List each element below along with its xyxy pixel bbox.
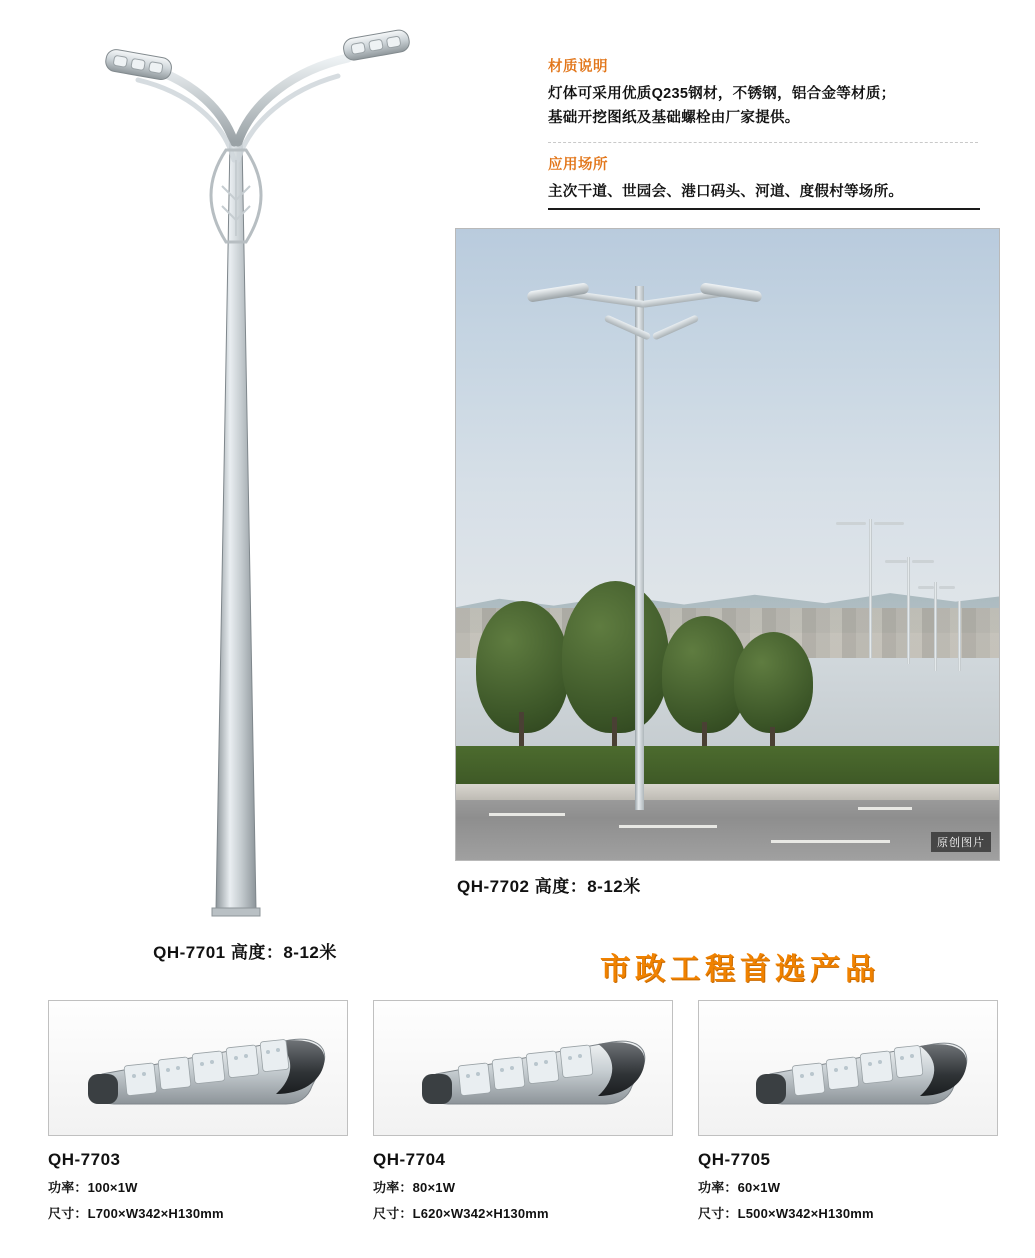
photo-qh7702	[455, 228, 1000, 861]
size-value: L620×W342×H130mm	[412, 1206, 549, 1221]
product-card-qh7703	[48, 1000, 348, 1222]
product-size	[373, 1203, 673, 1222]
photo-main-pole	[635, 286, 644, 810]
photo-side-arm	[918, 586, 934, 589]
photo-side-arm	[874, 522, 904, 525]
application-line-1: 主次干道、世园会、港口码头、河道、度假村等场所。	[548, 184, 904, 200]
road-surface	[456, 800, 999, 860]
photo-side-pole	[907, 557, 910, 664]
product-code: QH-7704	[373, 1150, 446, 1169]
product-code: QH-7705	[698, 1150, 771, 1169]
photo-side-arm	[912, 560, 934, 563]
photo-side-pole	[869, 519, 872, 658]
application-title: 应用场所	[548, 157, 608, 173]
material-title: 材质说明	[548, 59, 608, 75]
size-label: 尺寸：	[373, 1206, 413, 1221]
power-value: 80×1W	[412, 1180, 456, 1195]
material-line-1: 灯体可采用优质Q235钢材，不锈钢，铝合金等材质；	[548, 86, 896, 102]
material-line-2: 基础开挖图纸及基础螺栓由厂家提供。	[548, 110, 800, 126]
spec-block	[548, 55, 978, 204]
product-image-qh7703	[48, 1000, 348, 1136]
product-image-qh7705	[698, 1000, 998, 1136]
photo-side-pole	[934, 582, 937, 670]
product-card-qh7704	[373, 1000, 673, 1222]
photo-side-pole	[958, 601, 961, 670]
photo-side-arm	[836, 522, 866, 525]
size-label: 尺寸：	[698, 1206, 738, 1221]
product-card-qh7705	[698, 1000, 998, 1222]
power-label: 功率：	[48, 1180, 88, 1195]
power-label: 功率：	[698, 1180, 738, 1195]
spec-divider	[548, 142, 978, 143]
road-marking	[489, 813, 565, 816]
product-size	[48, 1203, 348, 1222]
size-value: L500×W342×H130mm	[737, 1206, 874, 1221]
power-label: 功率：	[373, 1180, 413, 1195]
product-power	[373, 1177, 673, 1196]
pole-drawing-svg	[30, 10, 460, 930]
road-marking	[619, 825, 717, 828]
size-label: 尺寸：	[48, 1206, 88, 1221]
product-power	[698, 1177, 998, 1196]
tree	[562, 581, 670, 732]
product-size	[698, 1203, 998, 1222]
road-marking	[771, 840, 890, 843]
tree	[734, 632, 813, 733]
size-value: L700×W342×H130mm	[87, 1206, 224, 1221]
led-street-lamp-illustration	[392, 1012, 654, 1124]
promo-headline: 市政工程首选产品	[600, 952, 880, 987]
product-card-row	[48, 1000, 998, 1222]
led-street-lamp-illustration	[722, 1012, 974, 1124]
product-image-qh7704	[373, 1000, 673, 1136]
photo-side-arm	[939, 586, 955, 589]
product-power	[48, 1177, 348, 1196]
power-value: 100×1W	[87, 1180, 138, 1195]
pole-line-drawing	[30, 10, 460, 930]
led-street-lamp-illustration	[62, 1012, 334, 1124]
caption-qh7701: QH-7701 高度：8-12米	[153, 943, 337, 962]
product-code: QH-7703	[48, 1150, 121, 1169]
road-marking	[858, 807, 912, 810]
spec-underline	[548, 208, 980, 210]
photo-side-arm	[885, 560, 907, 563]
power-value: 60×1W	[737, 1180, 781, 1195]
photo-watermark: 原创图片	[931, 832, 991, 852]
caption-qh7702: QH-7702 高度：8-12米	[457, 877, 641, 896]
